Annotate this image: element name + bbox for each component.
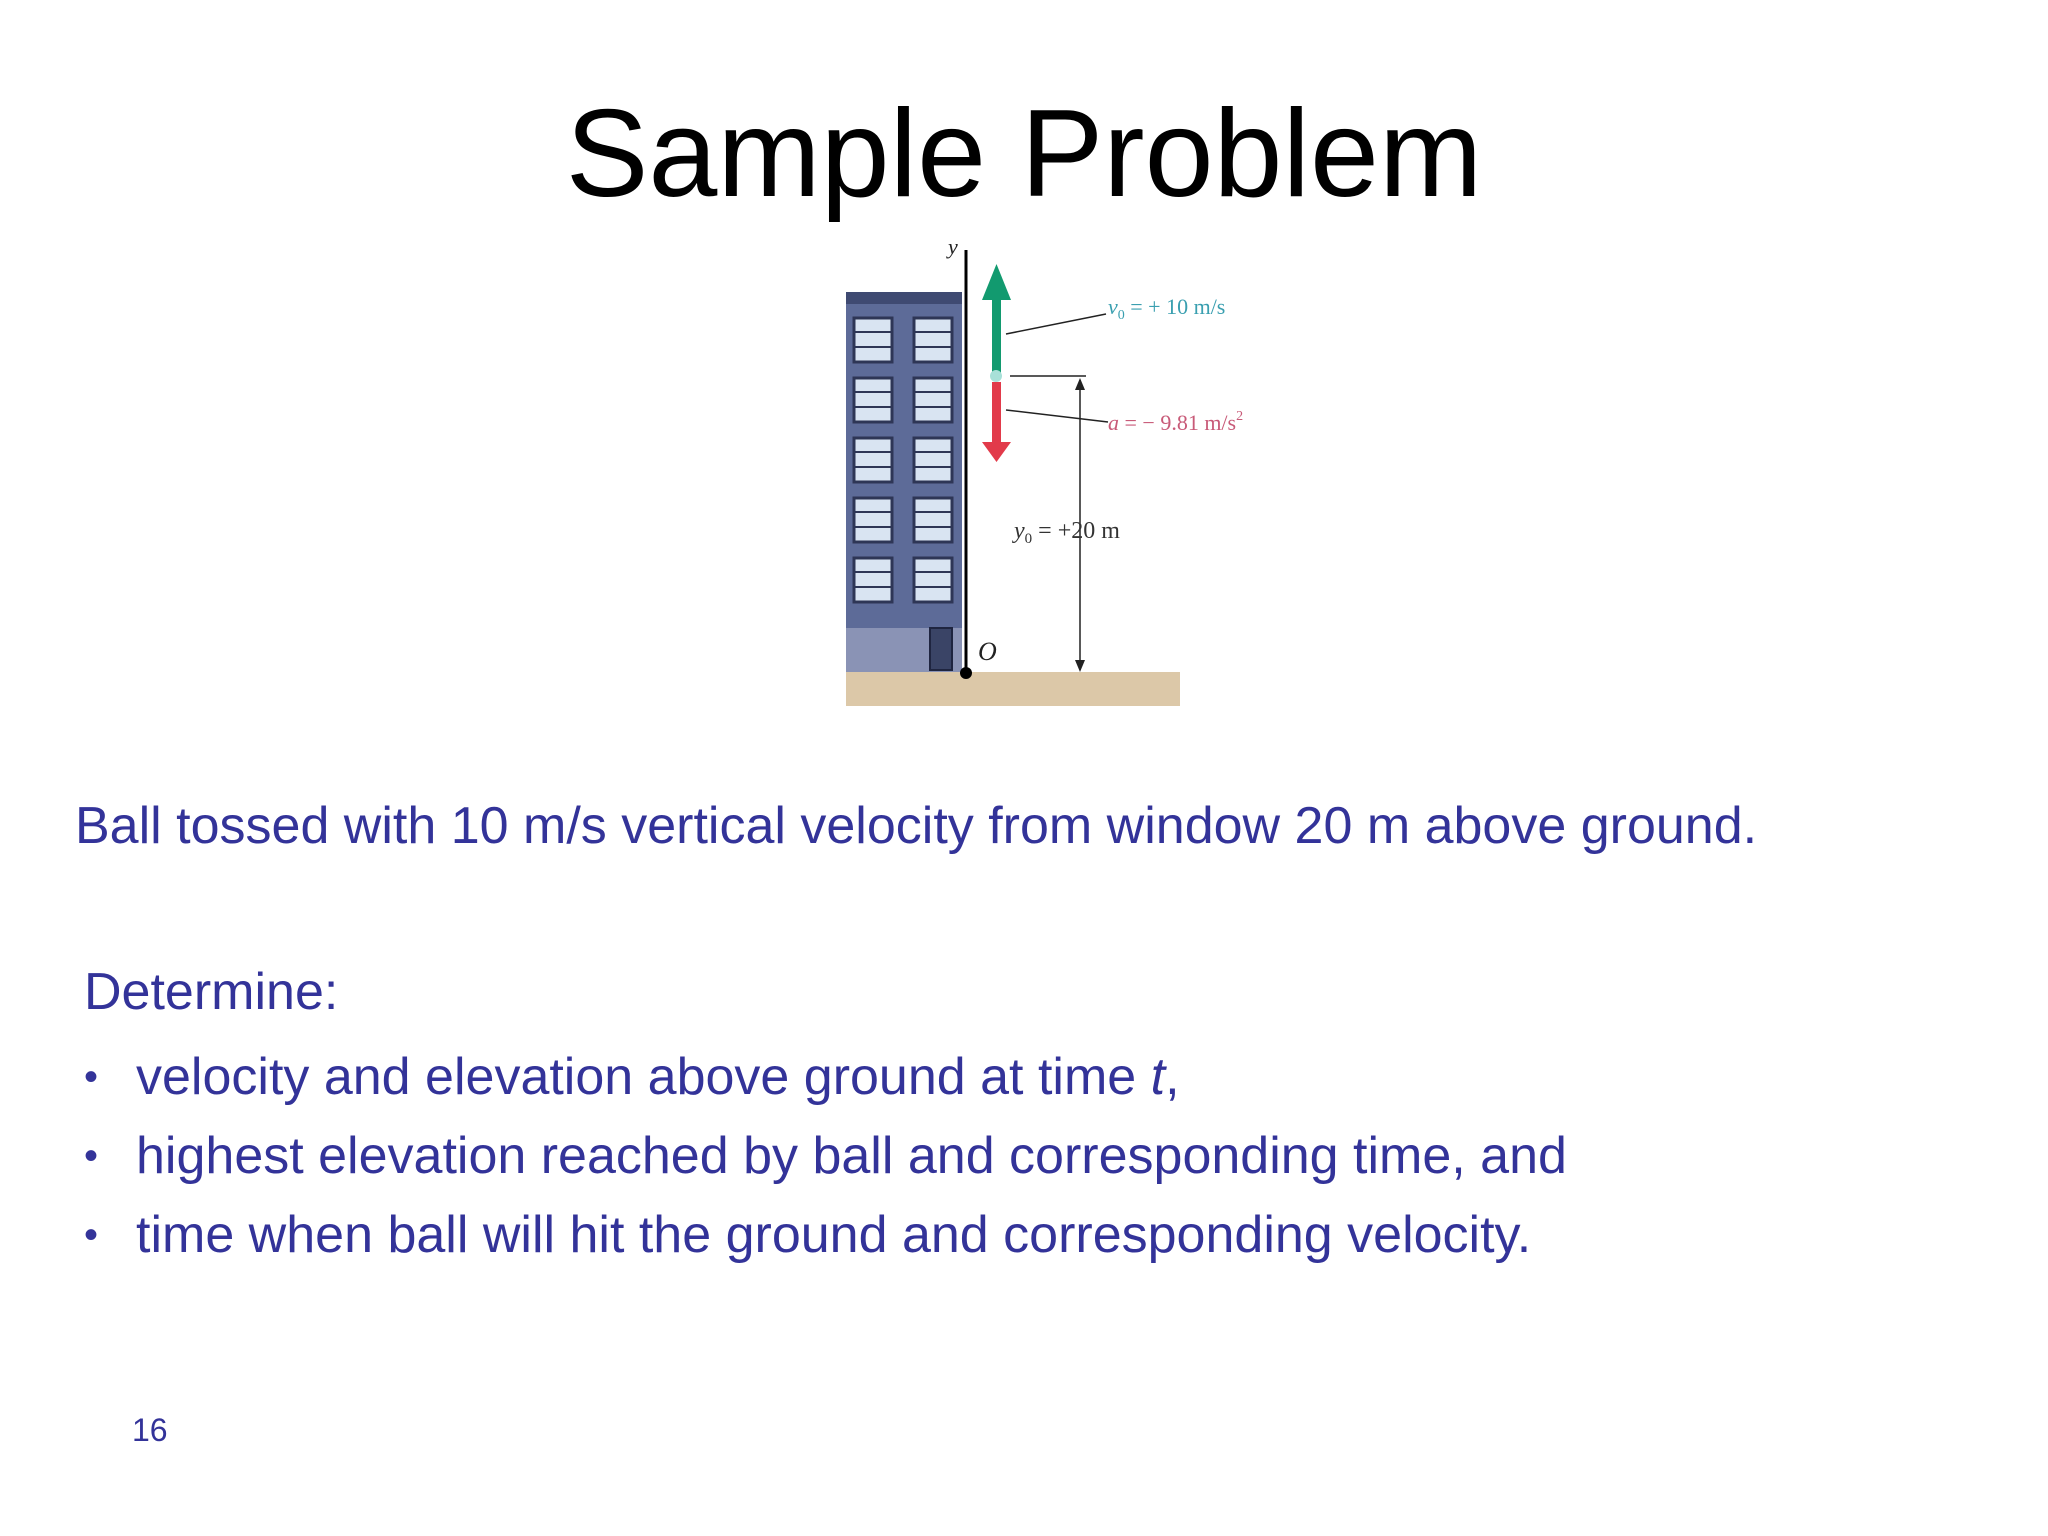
list-item-italic: t xyxy=(1150,1048,1166,1106)
list-item-tail: , xyxy=(1165,1048,1180,1106)
bullet-icon: • xyxy=(84,1134,99,1178)
ground xyxy=(846,672,1180,706)
door xyxy=(930,628,952,670)
initial-velocity-label: $v_0$ = + 10 m/s xyxy=(1108,294,1226,323)
slide-title: Sample Problem xyxy=(565,85,1483,223)
acceleration-label: a = − 9.81 $m/s^2$ xyxy=(1108,409,1244,435)
velocity-arrow xyxy=(982,264,1011,376)
list-item xyxy=(84,1038,1884,1117)
y-axis-label: y xyxy=(948,234,958,259)
list-item xyxy=(84,1117,1884,1196)
ball xyxy=(990,370,1002,382)
list-item-text: time when ball will hit the ground and corresponding velocity. xyxy=(136,1206,1532,1264)
building-diagram xyxy=(840,230,1320,710)
origin-label: O xyxy=(978,637,997,666)
bullet-icon: • xyxy=(84,1055,99,1099)
acceleration-arrow xyxy=(982,382,1011,462)
origin-point xyxy=(960,667,972,679)
slide-number: 16 xyxy=(132,1412,168,1448)
problem-statement: Ball tossed with 10 m/s vertical velocity from window 20 m above ground. xyxy=(75,797,1758,855)
bullet-icon: • xyxy=(84,1213,99,1257)
determine-heading: Determine: xyxy=(84,963,339,1021)
task-list xyxy=(84,1038,1884,1275)
problem-figure xyxy=(840,230,1320,710)
list-item-text: highest elevation reached by ball and corresponding time, and xyxy=(136,1127,1567,1185)
initial-height-label: $y_0 = +20$ m xyxy=(1014,518,1120,547)
list-item xyxy=(84,1196,1884,1275)
list-item-text: velocity and elevation above ground at time xyxy=(136,1048,1151,1106)
